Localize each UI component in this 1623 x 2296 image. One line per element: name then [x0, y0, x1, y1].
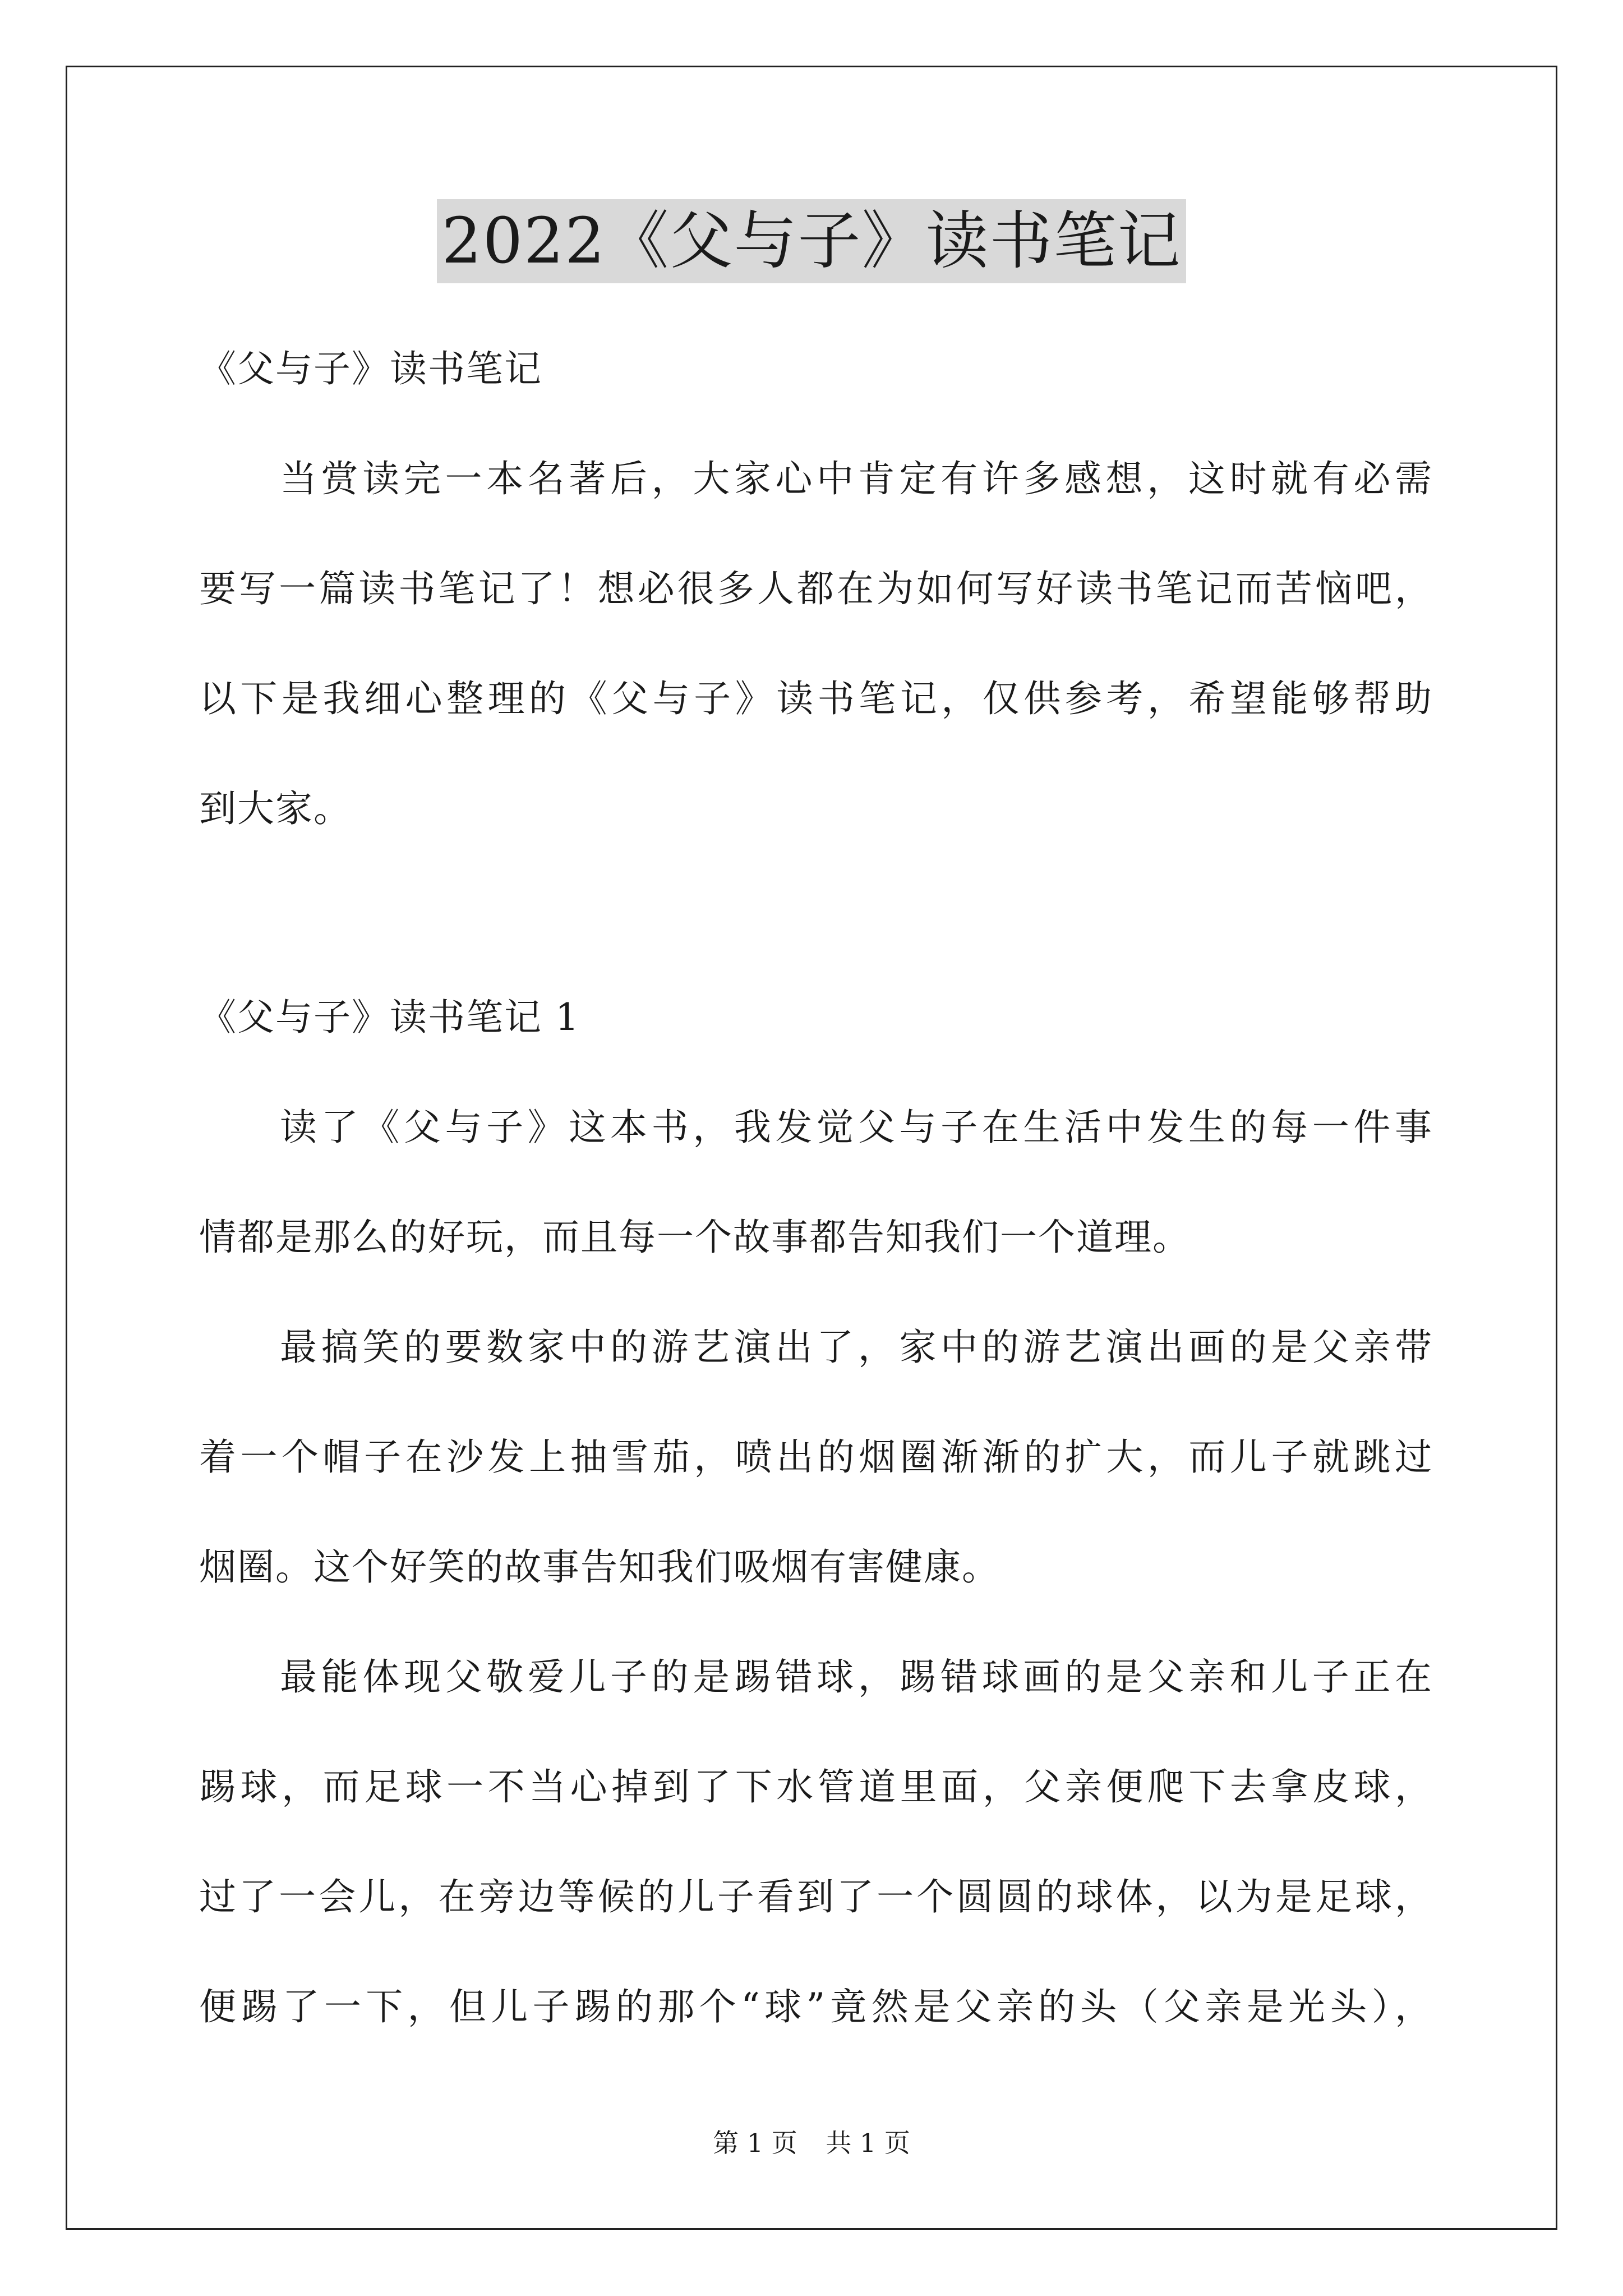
paragraph-line: 最能体现父敬爱儿子的是踢错球，踢错球画的是父亲和儿子正在	[280, 1655, 1433, 1699]
paragraph-line: 过了一会儿，在旁边等候的儿子看到了一个圆圆的球体，以为是足球，	[199, 1875, 1433, 1918]
intro-line: 到大家。	[199, 787, 352, 830]
paragraph-line: 情都是那么的好玩，而且每一个故事都告知我们一个道理。	[199, 1216, 1191, 1259]
intro-heading: 《父与子》读书笔记	[199, 347, 542, 390]
document-title: 2022《父与子》读书笔记	[437, 199, 1186, 283]
title-container	[0, 199, 1623, 283]
page-total: 共 1 页	[826, 2128, 910, 2158]
section-heading: 《父与子》读书笔记 1	[199, 996, 580, 1039]
paragraph-line: 读了《父与子》这本书，我发觉父与子在生活中发生的每一件事	[280, 1106, 1433, 1149]
paragraph-line: 烟圈。这个好笑的故事告知我们吸烟有害健康。	[199, 1545, 1000, 1589]
intro-line: 要写一篇读书笔记了！想必很多人都在为如何写好读书笔记而苦恼吧，	[199, 567, 1433, 610]
page-number: 第 1 页	[713, 2128, 797, 2158]
document-body	[199, 314, 1433, 2062]
paragraph-line: 踢球，而足球一不当心掉到了下水管道里面，父亲便爬下去拿皮球，	[199, 1765, 1433, 1809]
intro-line: 以下是我细心整理的《父与子》读书笔记，仅供参考，希望能够帮助	[199, 677, 1433, 720]
intro-line: 当赏读完一本名著后，大家心中肯定有许多感想，这时就有必需	[280, 457, 1433, 500]
paragraph-line: 便踢了一下，但儿子踢的那个“球”竟然是父亲的头（父亲是光头），	[199, 1985, 1433, 2028]
page-footer	[0, 2126, 1623, 2160]
section-spacer	[199, 864, 1433, 963]
paragraph-line: 着一个帽子在沙发上抽雪茄，喷出的烟圈渐渐的扩大，而儿子就跳过	[199, 1435, 1433, 1479]
paragraph-line: 最搞笑的要数家中的游艺演出了，家中的游艺演出画的是父亲带	[280, 1326, 1433, 1369]
